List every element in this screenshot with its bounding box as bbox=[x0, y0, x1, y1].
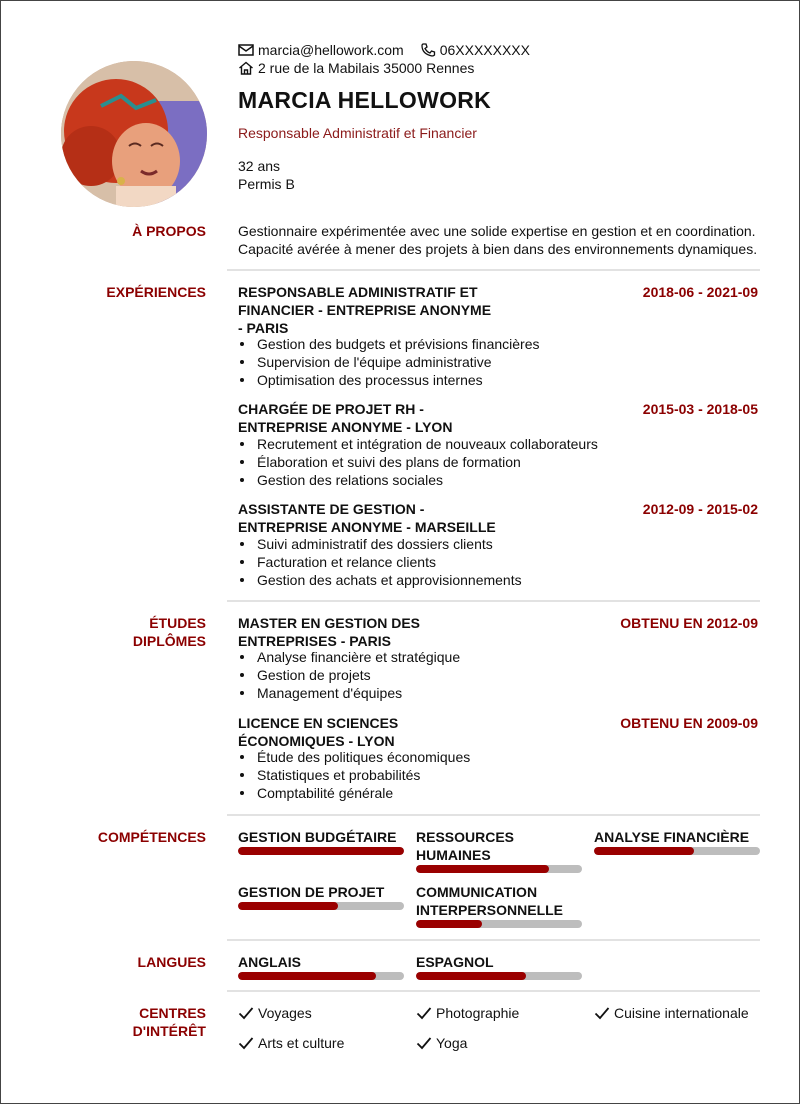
list-item: Statistiques et probabilités bbox=[238, 766, 470, 784]
degree-title bbox=[238, 614, 420, 650]
phone-text: 06XXXXXXXX bbox=[439, 42, 530, 58]
phone-icon bbox=[420, 43, 436, 57]
section-divider bbox=[227, 814, 760, 816]
skill-name: ANALYSE FINANCIÈRE bbox=[594, 829, 750, 845]
section-divider bbox=[227, 600, 760, 602]
check-icon bbox=[416, 1006, 432, 1020]
license-text: Permis B bbox=[238, 176, 295, 192]
skill-item bbox=[238, 828, 404, 855]
check-icon bbox=[416, 1036, 432, 1050]
about-line: Gestionnaire expérimentée avec une solide expertise en gestion et en coordination. bbox=[238, 223, 756, 239]
personal-info bbox=[238, 157, 295, 193]
hobby-item bbox=[416, 1034, 467, 1052]
list-item: Management d'équipes bbox=[238, 684, 460, 702]
list-item: Analyse financière et stratégique bbox=[238, 648, 460, 666]
title-line: ENTREPRISES - PARIS bbox=[238, 633, 391, 649]
title-line: ASSISTANTE DE GESTION - bbox=[238, 501, 425, 517]
hobby-item bbox=[238, 1004, 312, 1022]
label-line: ÉTUDES bbox=[149, 615, 206, 631]
skill-name: RESSOURCES bbox=[416, 829, 515, 845]
hobby-label: Photographie bbox=[436, 1005, 520, 1021]
section-label-languages: LANGUES bbox=[137, 954, 206, 970]
title-line: FINANCIER - ENTREPRISE ANONYME bbox=[238, 302, 492, 318]
degree-date: OBTENU EN 2012-09 bbox=[620, 615, 758, 631]
skill-bar-fill bbox=[594, 847, 694, 855]
experience-tasks bbox=[238, 335, 540, 389]
list-item: Étude des politiques économiques bbox=[238, 748, 470, 766]
skill-item bbox=[416, 828, 582, 873]
section-label-about: À PROPOS bbox=[132, 223, 206, 239]
skill-bar bbox=[238, 847, 404, 855]
section-label-experiences: EXPÉRIENCES bbox=[106, 284, 206, 300]
experience-title bbox=[238, 400, 452, 436]
section-label-hobbies bbox=[1, 1004, 206, 1040]
language-bar bbox=[416, 972, 582, 980]
skill-bar bbox=[416, 920, 582, 928]
list-item: Optimisation des processus internes bbox=[238, 371, 540, 389]
experience-date: 2012-09 - 2015-02 bbox=[642, 501, 758, 517]
check-icon bbox=[594, 1006, 610, 1020]
envelope-icon bbox=[238, 43, 254, 57]
title-line: ÉCONOMIQUES - LYON bbox=[238, 733, 395, 749]
language-bar-fill bbox=[416, 972, 526, 980]
skill-item bbox=[416, 883, 582, 928]
title-line: RESPONSABLE ADMINISTRATIF ET bbox=[238, 284, 478, 300]
degree-topics bbox=[238, 648, 460, 702]
skill-bar-fill bbox=[238, 847, 404, 855]
section-divider bbox=[227, 990, 760, 992]
skill-bar-fill bbox=[416, 920, 482, 928]
list-item: Supervision de l'équipe administrative bbox=[238, 353, 540, 371]
language-name: ESPAGNOL bbox=[416, 954, 494, 970]
language-bar-fill bbox=[238, 972, 376, 980]
skill-name: INTERPERSONNELLE bbox=[416, 902, 564, 918]
experience-date: 2015-03 - 2018-05 bbox=[642, 401, 758, 417]
title-line: - PARIS bbox=[238, 320, 289, 336]
language-name: ANGLAIS bbox=[238, 954, 301, 970]
list-item: Facturation et relance clients bbox=[238, 553, 522, 571]
list-item: Recrutement et intégration de nouveaux collaborateurs bbox=[238, 435, 598, 453]
section-label-skills: COMPÉTENCES bbox=[97, 829, 206, 845]
degree-topics bbox=[238, 748, 470, 802]
home-icon bbox=[238, 61, 254, 75]
section-divider bbox=[227, 269, 760, 271]
title-line: ENTREPRISE ANONYME - MARSEILLE bbox=[238, 519, 496, 535]
job-title: Responsable Administratif et Financier bbox=[238, 125, 477, 141]
list-item: Gestion des budgets et prévisions financières bbox=[238, 335, 540, 353]
check-icon bbox=[238, 1036, 254, 1050]
list-item: Comptabilité générale bbox=[238, 784, 470, 802]
title-line: ENTREPRISE ANONYME - LYON bbox=[238, 419, 453, 435]
title-line: MASTER EN GESTION DES bbox=[238, 615, 421, 631]
hobby-label: Voyages bbox=[258, 1005, 312, 1021]
skill-bar bbox=[238, 902, 404, 910]
skill-item bbox=[594, 828, 760, 855]
person-name: MARCIA HELLOWORK bbox=[238, 87, 492, 113]
skill-bar bbox=[594, 847, 760, 855]
experience-tasks bbox=[238, 535, 522, 589]
label-line: D'INTÉRÊT bbox=[132, 1023, 206, 1039]
list-item: Gestion de projets bbox=[238, 666, 460, 684]
language-bar bbox=[238, 972, 404, 980]
list-item: Élaboration et suivi des plans de formation bbox=[238, 453, 598, 471]
skill-bar bbox=[416, 865, 582, 873]
address-text: 2 rue de la Mabilais 35000 Rennes bbox=[258, 60, 475, 76]
hobby-label: Yoga bbox=[436, 1035, 468, 1051]
list-item: Suivi administratif des dossiers clients bbox=[238, 535, 522, 553]
hobby-item bbox=[416, 1004, 519, 1022]
age-text: 32 ans bbox=[238, 158, 281, 174]
label-line: DIPLÔMES bbox=[132, 633, 206, 649]
avatar bbox=[61, 61, 207, 207]
language-item bbox=[238, 953, 404, 980]
section-divider bbox=[227, 939, 760, 941]
skill-item bbox=[238, 883, 404, 910]
list-item: Gestion des relations sociales bbox=[238, 471, 598, 489]
section-label-studies bbox=[1, 614, 206, 650]
skill-name: COMMUNICATION bbox=[416, 884, 538, 900]
skill-name: GESTION DE PROJET bbox=[238, 884, 385, 900]
skill-bar-fill bbox=[238, 902, 338, 910]
skill-name: GESTION BUDGÉTAIRE bbox=[238, 829, 397, 845]
hobby-item bbox=[238, 1034, 344, 1052]
skill-bar-fill bbox=[416, 865, 549, 873]
check-icon bbox=[238, 1006, 254, 1020]
about-line: Capacité avérée à mener des projets à bien dans des environnements dynamiques. bbox=[238, 241, 758, 257]
hobby-item bbox=[594, 1004, 749, 1022]
experience-title bbox=[238, 500, 496, 536]
title-line: LICENCE EN SCIENCES bbox=[238, 715, 399, 731]
language-item bbox=[416, 953, 582, 980]
title-line: CHARGÉE DE PROJET RH - bbox=[238, 401, 424, 417]
label-line: CENTRES bbox=[139, 1005, 206, 1021]
list-item: Gestion des achats et approvisionnements bbox=[238, 571, 522, 589]
experience-tasks bbox=[238, 435, 598, 489]
about-text bbox=[238, 222, 757, 258]
skill-name: HUMAINES bbox=[416, 847, 491, 863]
experience-title bbox=[238, 283, 491, 337]
email-text: marcia@hellowork.com bbox=[258, 42, 404, 58]
degree-date: OBTENU EN 2009-09 bbox=[620, 715, 758, 731]
hobby-label: Arts et culture bbox=[258, 1035, 345, 1051]
hobby-label: Cuisine internationale bbox=[614, 1005, 749, 1021]
contact-block bbox=[238, 41, 530, 77]
experience-date: 2018-06 - 2021-09 bbox=[642, 284, 758, 300]
degree-title bbox=[238, 714, 398, 750]
